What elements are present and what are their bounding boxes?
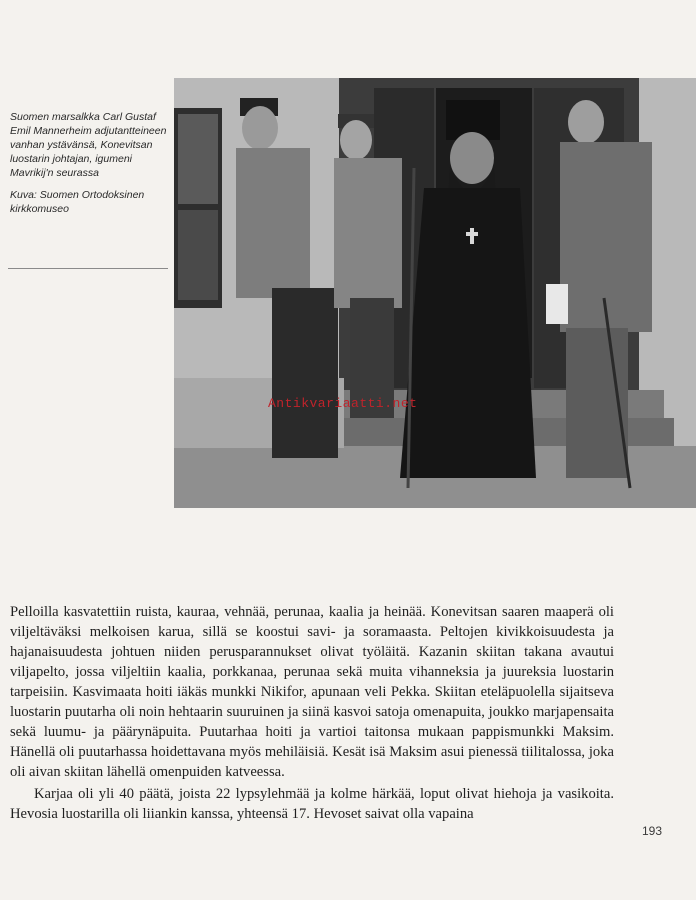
- paragraph-1: Pelloilla kasvatettiin ruista, kauraa, vehnää, perunaa, kaalia ja heinää. Konevitsan saaren maaperä oli viljeltäväksi melkoisen karua, sillä se koostui savi- ja soramaasta. Peltojen kivikkoisuudesta ja hajanaisuudesta johtuen niiden perusparannukset olivat työläitä. Kazanin skiitan takana avautui viljapelto, jossa viljeltiin kaalia, porkkanaa, perunaa sekä muita vihanneksia ja juureksia luostarin tarpeisiin. Kasvimaata hoiti iäkäs munkki Nikifor, apunaan veli Pekka. Skiitan eteläpuolella sijaitseva luostarin puutarha oli noin hehtaarin suuruinen ja siinä kasvoi satoja omenapuita, joukko marjapensaita sekä luumu- ja päärynäpuita. Puutarhaa hoiti ja vartioi taitonsa mukaan pappismunkki Maksim. Hänellä oli puutarhassa hoidettavana myös mehiläisiä. Kesät isä Maksim asui pienessä tiilitalossa, joka oli aivan skiitan lähellä omenpuiden katveessa.: [10, 604, 614, 780]
- body-text: [10, 602, 614, 824]
- watermark-text: Antikvariaatti.net: [268, 396, 418, 411]
- paragraph-2: Karjaa oli yli 40 päätä, joista 22 lypsylehmää ja kolme härkää, loput olivat hiehoja ja vasikoita. Hevosia luostarilla oli liiankin kanssa, yhteensä 17. Hevoset saivat olla vapaina: [10, 786, 614, 822]
- caption-text: Suomen marsalkka Carl Gustaf Emil Mannerheim adjutantteineen vanhan ystävänsä, Konevitsan luostarin johtajan, igumeni Mavrikij'n seurassa: [10, 111, 167, 179]
- photo-caption: [10, 110, 170, 224]
- page-number: 193: [642, 824, 663, 838]
- archival-photograph: [174, 78, 696, 508]
- caption-credit: Kuva: Suomen Ortodoksinen kirkkomuseo: [10, 189, 145, 215]
- caption-divider: [8, 268, 168, 269]
